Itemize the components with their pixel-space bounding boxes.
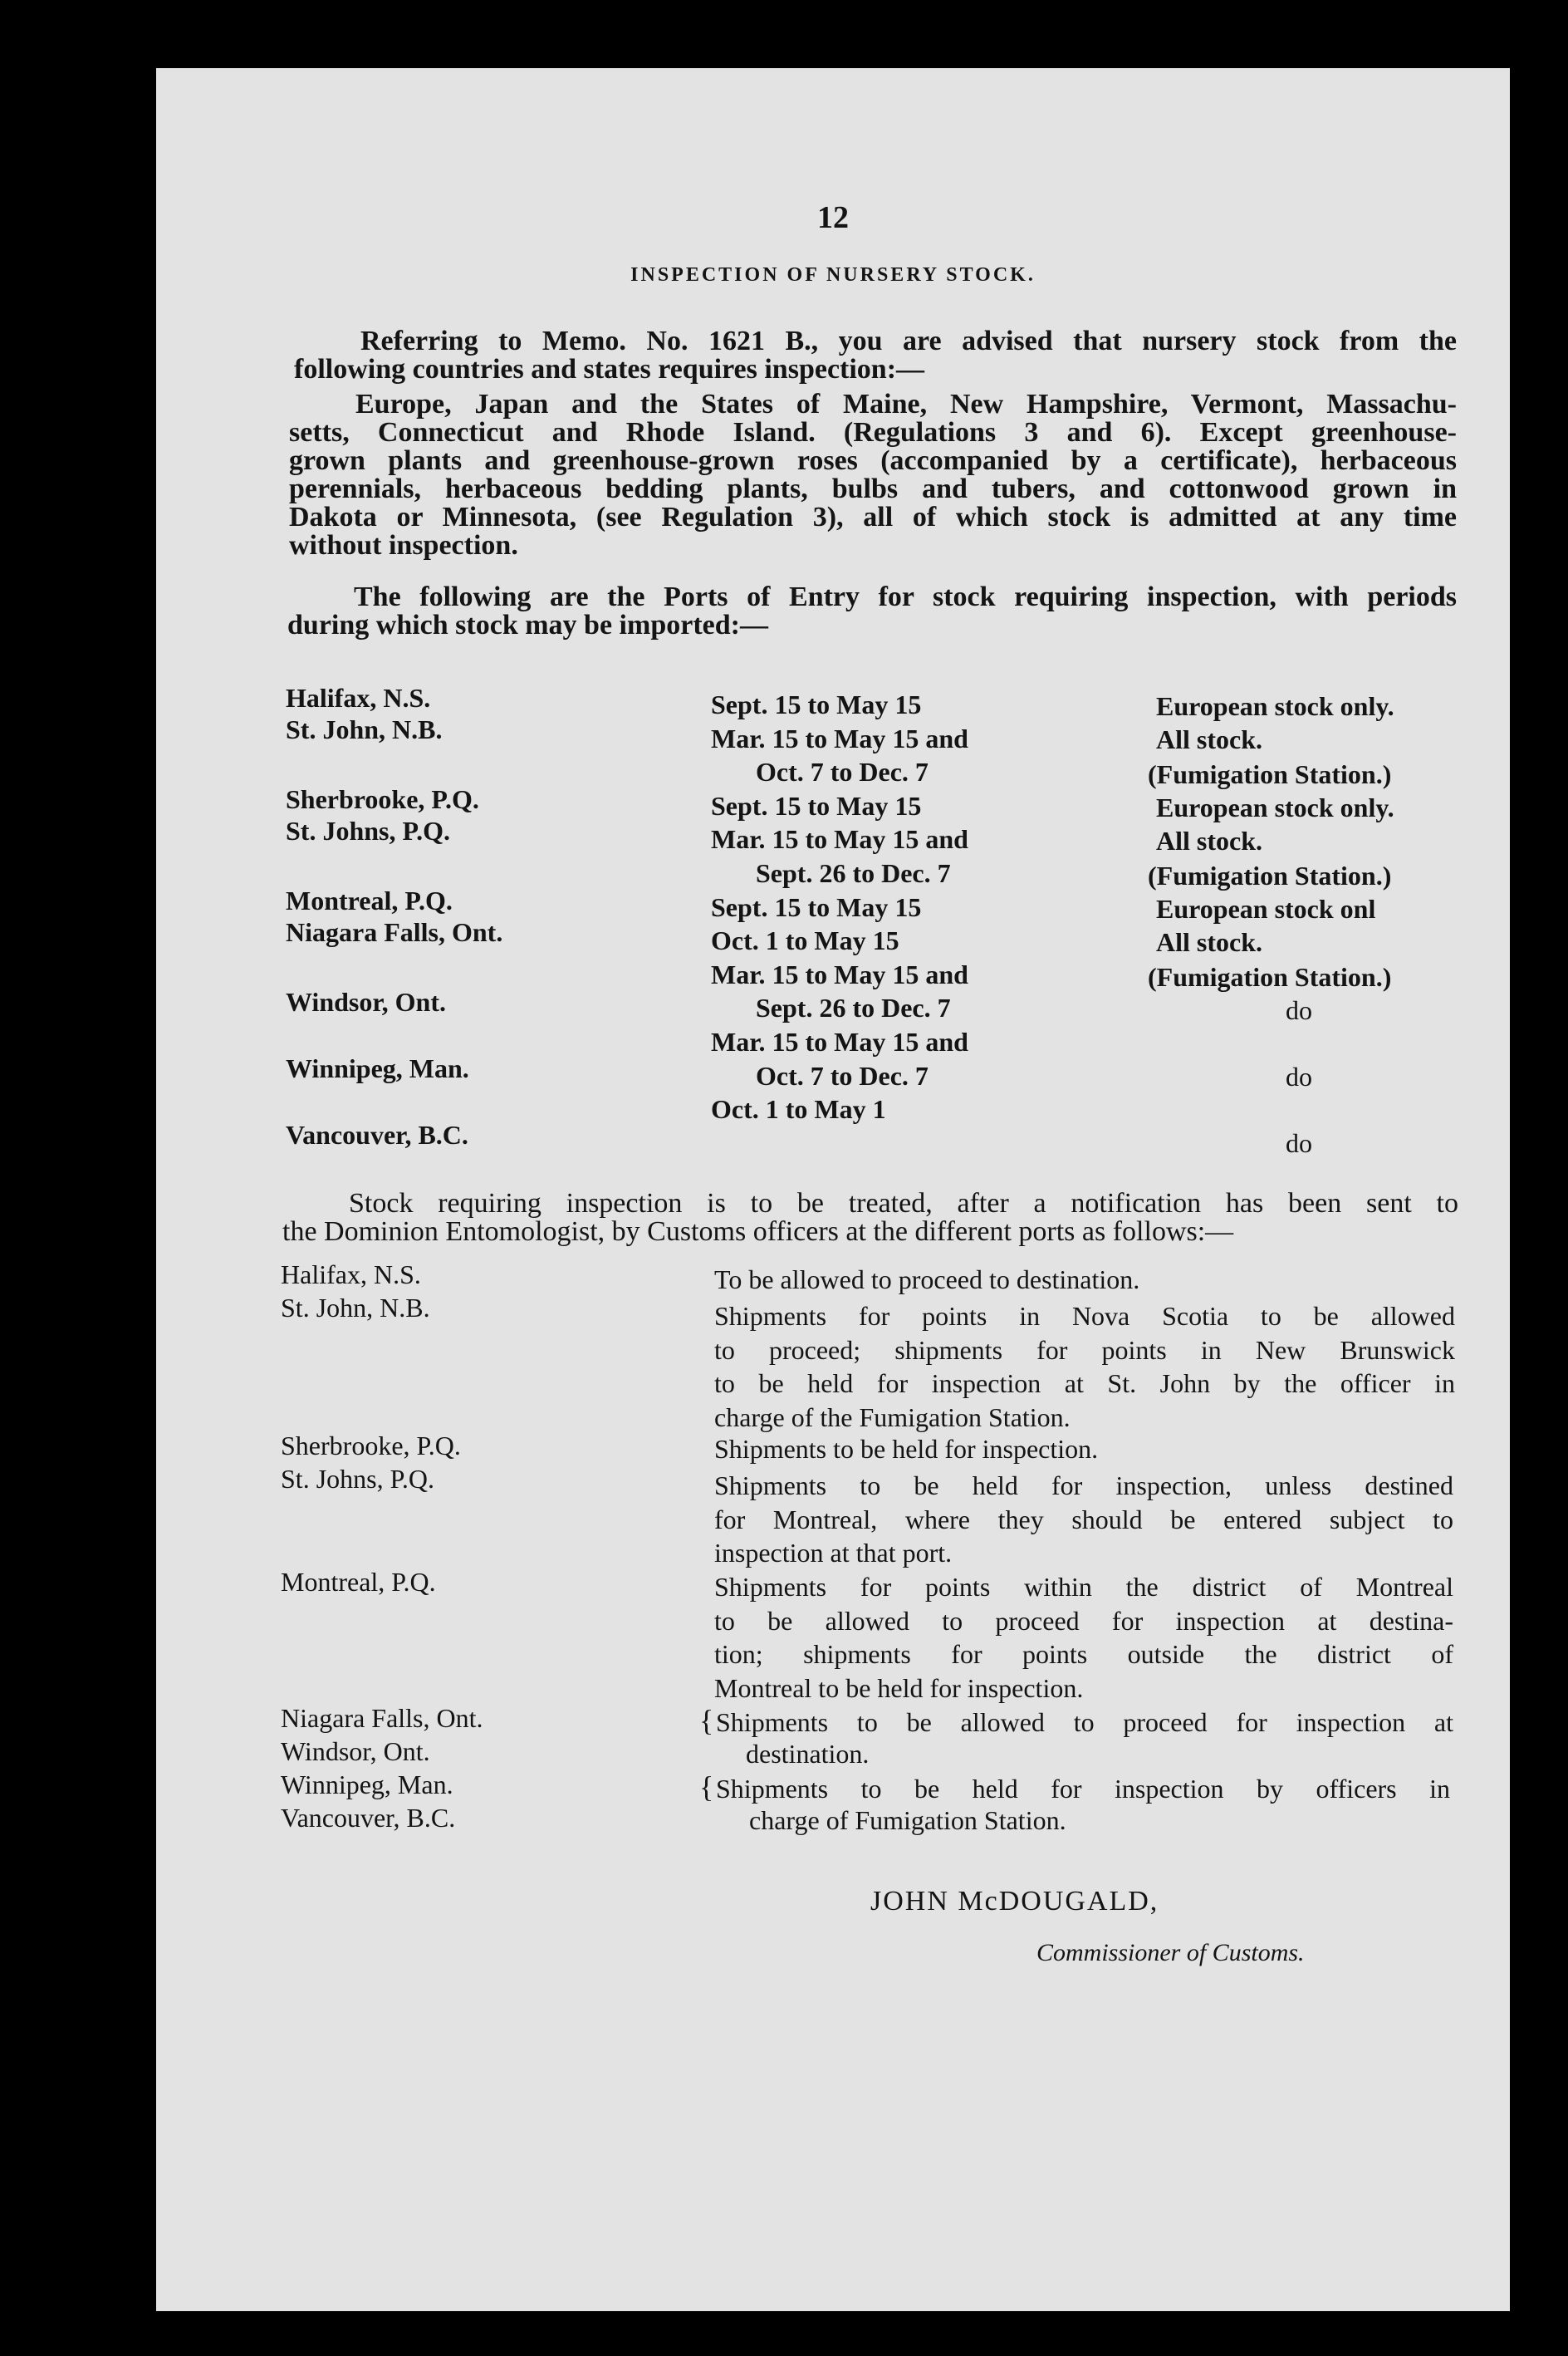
- port-name: Winnipeg, Man.: [286, 1053, 469, 1083]
- instruction-block: [716, 1773, 1450, 1836]
- text-line: following countries and states requires inspection:—: [294, 354, 925, 385]
- import-period: Oct. 7 to Dec. 7: [756, 1060, 929, 1091]
- text-line: without inspection.: [289, 530, 518, 561]
- import-period: Sept. 26 to Dec. 7: [756, 857, 951, 888]
- instruction-line: tion; shipments for points outside the district of: [714, 1639, 1453, 1669]
- stock-remark: (Fumigation Station.): [1148, 759, 1392, 789]
- instruction-line: for Montreal, where they should be entered subject to: [714, 1504, 1453, 1534]
- instruction-line: Shipments to be allowed to proceed for inspection at: [716, 1707, 1453, 1737]
- text-line: during which stock may be imported:—: [287, 610, 768, 641]
- port-name: Niagara Falls, Ont.: [281, 1703, 483, 1733]
- import-period: Mar. 15 to May 15 and: [711, 1026, 968, 1057]
- text-line: setts, Connecticut and Rhode Island. (Regulations 3 and 6). Except greenhouse-: [289, 417, 1457, 448]
- stock-remark: European stock onl: [1156, 894, 1376, 924]
- port-name: Niagara Falls, Ont.: [286, 917, 503, 947]
- instruction-block: [716, 1706, 1453, 1769]
- stock-remark: All stock.: [1156, 724, 1262, 754]
- intro-paragraph: [294, 327, 1457, 384]
- text-line: The following are the Ports of Entry for stock requiring inspection, with periods: [354, 582, 1457, 612]
- text-line: Referring to Memo. No. 1621 B., you are advised that nursery stock from the: [360, 326, 1457, 356]
- ditto-mark: do: [1286, 995, 1312, 1025]
- port-name: St. Johns, P.Q.: [281, 1464, 434, 1494]
- port-name: Vancouver, B.C.: [286, 1120, 468, 1150]
- import-period: Oct. 7 to Dec. 7: [756, 757, 929, 788]
- import-period: Sept. 15 to May 15: [711, 891, 922, 922]
- port-name: Sherbrooke, P.Q.: [286, 784, 479, 814]
- brace-mark: {: [699, 1704, 714, 1737]
- text-line: Dakota or Minnesota, (see Regulation 3), all of which stock is admitted at any time: [289, 502, 1457, 533]
- instruction-line: charge of the Fumigation Station.: [714, 1401, 1071, 1432]
- instruction-line: to be held for inspection at St. John by the officer in: [714, 1368, 1455, 1398]
- instruction-line: Shipments for points within the district of Montreal: [714, 1572, 1453, 1602]
- stock-remark: All stock.: [1156, 927, 1262, 957]
- instruction-block: [714, 1570, 1453, 1705]
- port-name: Halifax, N.S.: [281, 1259, 421, 1289]
- page-heading: INSPECTION OF NURSERY STOCK.: [630, 264, 1036, 286]
- instruction-line: Montreal to be held for inspection.: [714, 1672, 1084, 1703]
- instruction-line: to be allowed to proceed for inspection at destina-: [714, 1605, 1453, 1636]
- text-line: Stock requiring inspection is to be treated, after a notification has been sent to: [349, 1188, 1458, 1219]
- port-name: Windsor, Ont.: [281, 1736, 430, 1766]
- page-number: 12: [817, 200, 849, 235]
- import-period: Mar. 15 to May 15 and: [711, 824, 968, 855]
- port-name: Windsor, Ont.: [286, 987, 446, 1017]
- stock-remark: All stock.: [1156, 826, 1262, 856]
- import-period: Sept. 15 to May 15: [711, 690, 922, 719]
- instruction-line: Shipments to be held for inspection.: [714, 1434, 1099, 1464]
- europe-paragraph: [289, 390, 1457, 560]
- text-line: Europe, Japan and the States of Maine, New Hampshire, Vermont, Massachu-: [355, 389, 1457, 420]
- port-name: St. John, N.B.: [286, 714, 443, 744]
- text-line: perennials, herbaceous bedding plants, bulbs and tubers, and cottonwood grown in: [289, 474, 1457, 504]
- port-name: Sherbrooke, P.Q.: [281, 1431, 461, 1460]
- instruction-line: Shipments for points in Nova Scotia to be allowed: [714, 1301, 1455, 1331]
- import-period: Oct. 1 to May 15: [711, 925, 899, 956]
- import-periods-column: [711, 688, 968, 1126]
- brace-mark: {: [699, 1770, 714, 1804]
- import-period: Mar. 15 to May 15 and: [711, 959, 968, 989]
- import-period: Sept. 15 to May 15: [711, 790, 922, 821]
- instruction-line: charge of Fumigation Station.: [749, 1805, 1066, 1835]
- instruction-line: to proceed; shipments for points in New Brunswick: [714, 1334, 1455, 1365]
- port-name: Halifax, N.S.: [286, 683, 431, 713]
- stock-remark: (Fumigation Station.): [1148, 962, 1392, 992]
- port-name: St. John, N.B.: [281, 1293, 430, 1323]
- treatment-intro-paragraph: [282, 1190, 1458, 1246]
- ports-intro-paragraph: [287, 583, 1457, 640]
- instruction-line: Shipments to be held for inspection, unless destined: [714, 1470, 1453, 1500]
- port-name: Montreal, P.Q.: [286, 886, 453, 915]
- instruction-line: Shipments to be held for inspection by officers in: [716, 1774, 1450, 1804]
- port-name: Montreal, P.Q.: [281, 1567, 436, 1597]
- port-name: St. Johns, P.Q.: [286, 816, 450, 846]
- stock-remark: European stock only.: [1156, 793, 1394, 822]
- instruction-line: inspection at that port.: [714, 1538, 953, 1568]
- document-page: [156, 68, 1510, 2311]
- signature-title: Commissioner of Customs.: [1036, 1939, 1305, 1966]
- instruction-line: To be allowed to proceed to destination.: [714, 1264, 1140, 1294]
- ditto-mark: do: [1286, 1062, 1312, 1092]
- port-name: Winnipeg, Man.: [281, 1769, 453, 1799]
- text-line: grown plants and greenhouse-grown roses (accompanied by a certificate), herbaceous: [289, 445, 1457, 476]
- import-period: Mar. 15 to May 15 and: [711, 723, 968, 753]
- import-period: Sept. 26 to Dec. 7: [756, 993, 951, 1023]
- stock-remark: (Fumigation Station.): [1148, 861, 1392, 891]
- instruction-block: [714, 1299, 1455, 1434]
- import-period: Oct. 1 to May 1: [711, 1094, 886, 1125]
- text-line: the Dominion Entomologist, by Customs officers at the different ports as follows:—: [282, 1216, 1234, 1247]
- ditto-mark: do: [1286, 1128, 1312, 1158]
- instruction-block: [714, 1469, 1453, 1570]
- instruction-line: destination.: [746, 1739, 870, 1769]
- port-name: Vancouver, B.C.: [281, 1803, 456, 1833]
- signature-name: JOHN McDOUGALD,: [870, 1886, 1159, 1917]
- stock-remark: European stock only.: [1156, 691, 1394, 721]
